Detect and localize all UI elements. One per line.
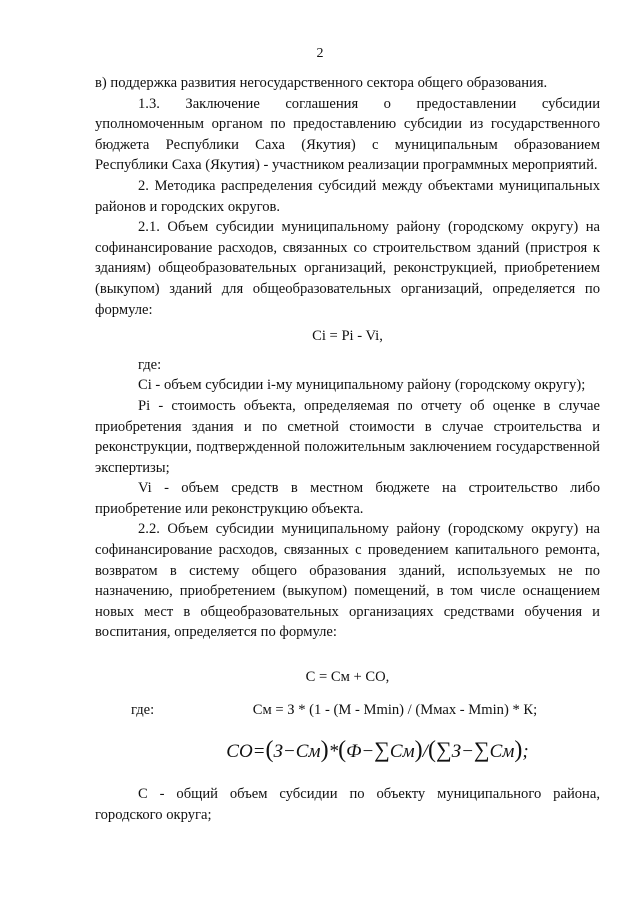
formula-co-z1: З — [273, 741, 283, 763]
formula-c: C = Cм + CO, — [305, 669, 390, 686]
formula-cm: Cм = З * (1 - (M - Mmin) / (Mмах - Mmin) * К; — [252, 701, 538, 718]
formula-co-rparen-3: ) — [514, 737, 523, 764]
formula-co-rparen-2: ) — [414, 737, 423, 764]
formula-co-eq: = — [252, 741, 266, 763]
formula-co — [95, 736, 600, 766]
definition-ci: Ci - объем субсидии i-му муниципальному району (городскому округу); — [138, 377, 586, 394]
formula-co-lparen-1: ( — [265, 737, 274, 764]
formula-co-cm-2: См — [389, 741, 415, 763]
formula-co-minus-1: − — [282, 741, 296, 763]
definition-c: С - общий объем субсидии по объекту муниципального района, городского округа; — [95, 786, 600, 823]
definition-vi: Vi - объем средств в местном бюджете на строительство либо приобретение или реконструкцию объекта. — [95, 480, 600, 517]
formula-co-z2: З — [451, 741, 462, 763]
formula-co-end: ; — [522, 741, 529, 763]
paragraph-item-v: в) поддержка развития негосударственного сектора общего образования. — [95, 75, 548, 91]
formula-co-star: * — [328, 741, 339, 763]
formula-co-rparen-1: ) — [320, 737, 329, 764]
paragraph-item-1-3: 1.3. Заключение соглашения о предоставлении субсидии уполномоченным органом по предоставлению субсидии из государственного бюджета Республики Саха (Якутия) с муниципальным образованием Республики Саха (Якутия) - участником реализации программных мероприятий. — [95, 95, 600, 174]
definition-pi: Pi - стоимость объекта, определяемая по отчету об оценке в случае приобретения здания и по сметной стоимости в случае строительства и реконструкции, подтвержденной положительным заключением государственной экспертизы; — [95, 397, 600, 476]
formula-co-lparen-2: ( — [338, 737, 347, 764]
formula-co-lhs: CO — [226, 741, 253, 763]
paragraph-item-2-2: 2.2. Объем субсидии муниципальному району (городскому округу) на софинансирование расходов, связанных с проведением капитального ремонта, возвратом в систему общего образования зданий, используемых не по назначению, приобретением (выкупом) помещений, в том числе оснащением новых мест в общеобразовательных организациях средствами обучения и воспитания, определяется по формуле: — [95, 521, 600, 641]
paragraph-item-2: 2. Методика распределения субсидий между объектами муниципальных районов и городских округов. — [95, 177, 600, 215]
document-body — [95, 73, 600, 825]
formula-co-cm-1: См — [295, 741, 321, 763]
formula-ci: Ci = Pi - Vi, — [312, 328, 383, 345]
formula-co-minus-2: − — [361, 741, 375, 763]
formula-co-cm-3: См — [489, 741, 515, 763]
where-row-2 — [95, 700, 600, 721]
formula-co-slash: / — [422, 741, 428, 763]
formula-co-sum-1: ∑ — [374, 737, 390, 763]
page-number: 2 — [316, 46, 324, 61]
formula-co-sum-2: ∑ — [435, 737, 452, 763]
formula-co-phi: Ф — [346, 741, 362, 763]
paragraph-item-2-1: 2.1. Объем субсидии муниципальному району (городскому округу) на софинансирование расходов, связанных со строительством зданий (пристроя к зданиям) общеобразовательных организаций, реконструкцией, приобретением (выкупом) зданий для общеобразовательных организаций, определяется по формуле: — [95, 219, 600, 318]
formula-co-minus-3: − — [461, 741, 474, 763]
formula-co-sum-3: ∑ — [473, 737, 490, 763]
where-label-1: где: — [138, 356, 162, 373]
where-label-2: где: — [131, 701, 155, 718]
formula-co-lparen-3: ( — [427, 737, 436, 764]
